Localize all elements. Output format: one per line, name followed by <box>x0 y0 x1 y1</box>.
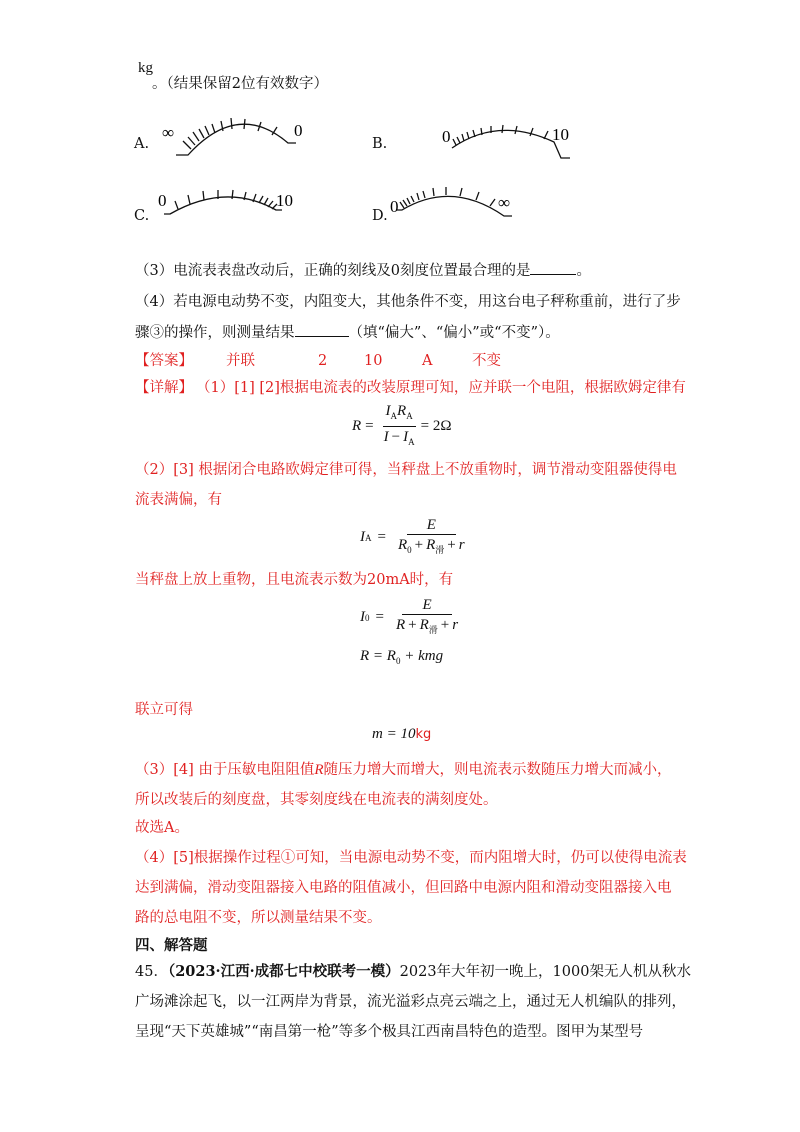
detail-part-1: （1）[1] [2]根据电流表的改装原理可知，应并联一个电阻，根据欧姆定律有 <box>196 380 686 396</box>
formula-full-scale: I A = $\frac{E}{R_0 + R_滑 + r}$ <box>360 516 471 559</box>
formula-4-rest: + kmg <box>400 648 444 664</box>
detail-part-3-text-b: 随压力增大而增大，则电流表示数随压力增大而减小， <box>323 762 672 778</box>
question-4-text: 骤③的操作，则测量结果 <box>135 325 295 341</box>
answer-value-2: 2 <box>318 353 328 369</box>
answer-value-4: A <box>422 353 433 369</box>
formula-3-den-r1: R <box>395 617 406 633</box>
answer-value-3: 10 <box>364 353 383 369</box>
dial-d-left-label: 0 <box>390 197 399 216</box>
dial-b-right-label: 10 <box>552 125 569 144</box>
question-4-options: （填“偏大”、“偏小”或“不变”）。 <box>348 325 560 341</box>
detail-part-3-line-3: 故选A。 <box>135 820 189 836</box>
formula-2-den-plus2: + <box>447 537 456 553</box>
question-45-line-2: 广场滩涂起飞，以一江两岸为背景，流光溢彩点亮云端之上，通过无人机编队的排列， <box>135 994 686 1010</box>
formula-3-den-plus1: + <box>408 617 417 633</box>
formula-3-num: E <box>402 596 451 615</box>
option-d-dial <box>392 186 532 236</box>
dial-b-left-label: 0 <box>442 127 451 146</box>
question-4-line-2 <box>135 322 560 343</box>
formula-3-den-r2: R <box>419 617 429 633</box>
formula-2-num: E <box>407 516 456 535</box>
answer-value-1: 并联 <box>226 353 255 369</box>
formula-2-fraction <box>395 516 468 559</box>
detail-part-2-line-2: 流表满偏，有 <box>135 492 222 508</box>
dial-arc-c <box>164 197 282 214</box>
formula-1-den-minus: − <box>391 429 401 445</box>
answer-label: 【答案】 <box>135 353 193 369</box>
question-45-line-1 <box>135 962 691 982</box>
formula-3-den-plus2: + <box>440 617 450 633</box>
detail-part-4-line-3: 路的总电阻不变，所以测量结果不变。 <box>135 910 382 926</box>
formula-1-den-i: I <box>383 429 389 445</box>
detail-part-4-line-2: 达到满偏，滑动变阻器接入电路的阻值减小，但回路中电源内阻和滑动变阻器接入电 <box>135 880 672 896</box>
answer-blank-4 <box>295 322 349 337</box>
formula-2-lhs-sub: A <box>365 532 372 543</box>
detail-part-2-line-4: 联立可得 <box>135 702 193 718</box>
formula-1-num-sub-2: A <box>406 411 413 421</box>
question-45-line-3: 呈现“天下英雄城”“南昌第一枪”等多个极具江西南昌特色的造型。图甲为某型号 <box>135 1024 644 1040</box>
question-45-number: 45． <box>135 964 168 980</box>
formula-mass-result <box>372 726 431 743</box>
significant-figures-note: 。（结果保留2位有效数字） <box>152 76 328 92</box>
formula-4-sub: 0 <box>395 656 401 666</box>
formula-1-fraction <box>381 402 418 451</box>
formula-3-den-sub2: 滑 <box>428 625 438 635</box>
section-title: 四、解答题 <box>135 937 208 954</box>
option-d-letter: D. <box>372 208 388 224</box>
detail-part-4-line-1: （4）[5]根据操作过程①可知，当电源电动势不变，而内阻增大时，仍可以使得电流表 <box>135 850 687 866</box>
option-b-letter: B. <box>372 136 388 152</box>
formula-3-den-r: r <box>452 617 459 633</box>
detail-part-3-var: R <box>314 762 324 778</box>
formula-3-lhs-sub: 0 <box>365 612 370 623</box>
detail-part-3-line-1 <box>135 760 672 780</box>
detail-part-3-line-2: 所以改装后的刻度盘，其零刻度线在电流表的满刻度处。 <box>135 792 498 808</box>
formula-4-text: R = R <box>360 648 396 664</box>
dial-a-right-label: 0 <box>294 121 303 140</box>
question-3-end: 。 <box>576 263 591 279</box>
formula-2-den-sub0: 0 <box>407 545 412 555</box>
question-3-text: （3）电流表表盘改动后，正确的刻线及0刻度位置最合理的是 <box>135 263 531 279</box>
dial-a-left-label: ∞ <box>162 123 175 142</box>
formula-1-den-sub: A <box>408 437 415 447</box>
option-c-letter: C. <box>134 208 150 224</box>
formula-1-lhs: R <box>352 418 362 434</box>
formula-1-num-r: R <box>397 403 407 419</box>
dial-c-left-label: 0 <box>158 191 167 210</box>
detail-part-2-line-1: （2）[3] 根据闭合电路欧姆定律可得，当秤盘上不放重物时，调节滑动变阻器使得电 <box>135 462 677 478</box>
formula-1-rhs: = 2Ω <box>420 418 452 434</box>
formula-pressure-resistance <box>360 648 443 666</box>
formula-5-lhs: m = 10 <box>372 726 416 742</box>
formula-2-den-plus1: + <box>414 537 424 553</box>
answer-blank-3 <box>530 260 576 275</box>
formula-current-shunt: R = $\frac{I_AR_A}{I - I_A}$ = 2Ω <box>352 402 451 451</box>
formula-3-fraction <box>393 596 461 639</box>
formula-1-num-sub-1: A <box>390 411 398 421</box>
formula-2-den-sub2: 滑 <box>435 545 445 555</box>
dial-c-right-label: 10 <box>276 191 293 210</box>
option-b-dial <box>436 118 576 166</box>
option-c-dial <box>156 186 306 236</box>
dial-arc-a <box>176 124 296 155</box>
formula-1-den-i2: I <box>403 429 409 445</box>
formula-with-load: I 0 = $\frac{E}{R + R_滑 + r}$ <box>360 596 464 639</box>
question-45-text-1: 2023年大年初一晚上，1000架无人机从秋水 <box>399 964 691 980</box>
formula-3-lhs: I <box>360 609 365 625</box>
unit-kg: kg <box>138 60 153 76</box>
answer-value-5: 不变 <box>472 353 501 369</box>
formula-2-den-r2: R <box>426 537 436 553</box>
formula-2-den-r: r <box>458 537 465 553</box>
question-3 <box>135 260 591 281</box>
option-a-dial <box>158 108 318 164</box>
dial-d-right-label: ∞ <box>498 193 511 212</box>
option-a-letter: A. <box>134 136 150 152</box>
question-4-line-1: （4）若电源电动势不变，内阻变大，其他条件不变，用这台电子秤称重前，进行了步 <box>135 294 681 310</box>
detail-part-2-line-3: 当秤盘上放上重物，且电流表示数为20mA时，有 <box>135 572 454 588</box>
dial-ticks-a <box>183 118 277 149</box>
formula-1-num-i: I <box>385 403 391 419</box>
formula-5-unit: kg <box>415 727 432 742</box>
formula-2-den-r0: R <box>397 537 408 553</box>
formula-2-lhs: I <box>360 529 365 545</box>
detail-label: 【详解】 <box>135 380 193 396</box>
detail-part-3-text-a: （3）[4] 由于压敏电阻阻值 <box>135 762 315 778</box>
dial-ticks-c <box>175 190 277 209</box>
question-45-source: （2023·江西·成都七中校联考一模） <box>167 963 400 980</box>
dial-ticks-d <box>400 187 495 208</box>
